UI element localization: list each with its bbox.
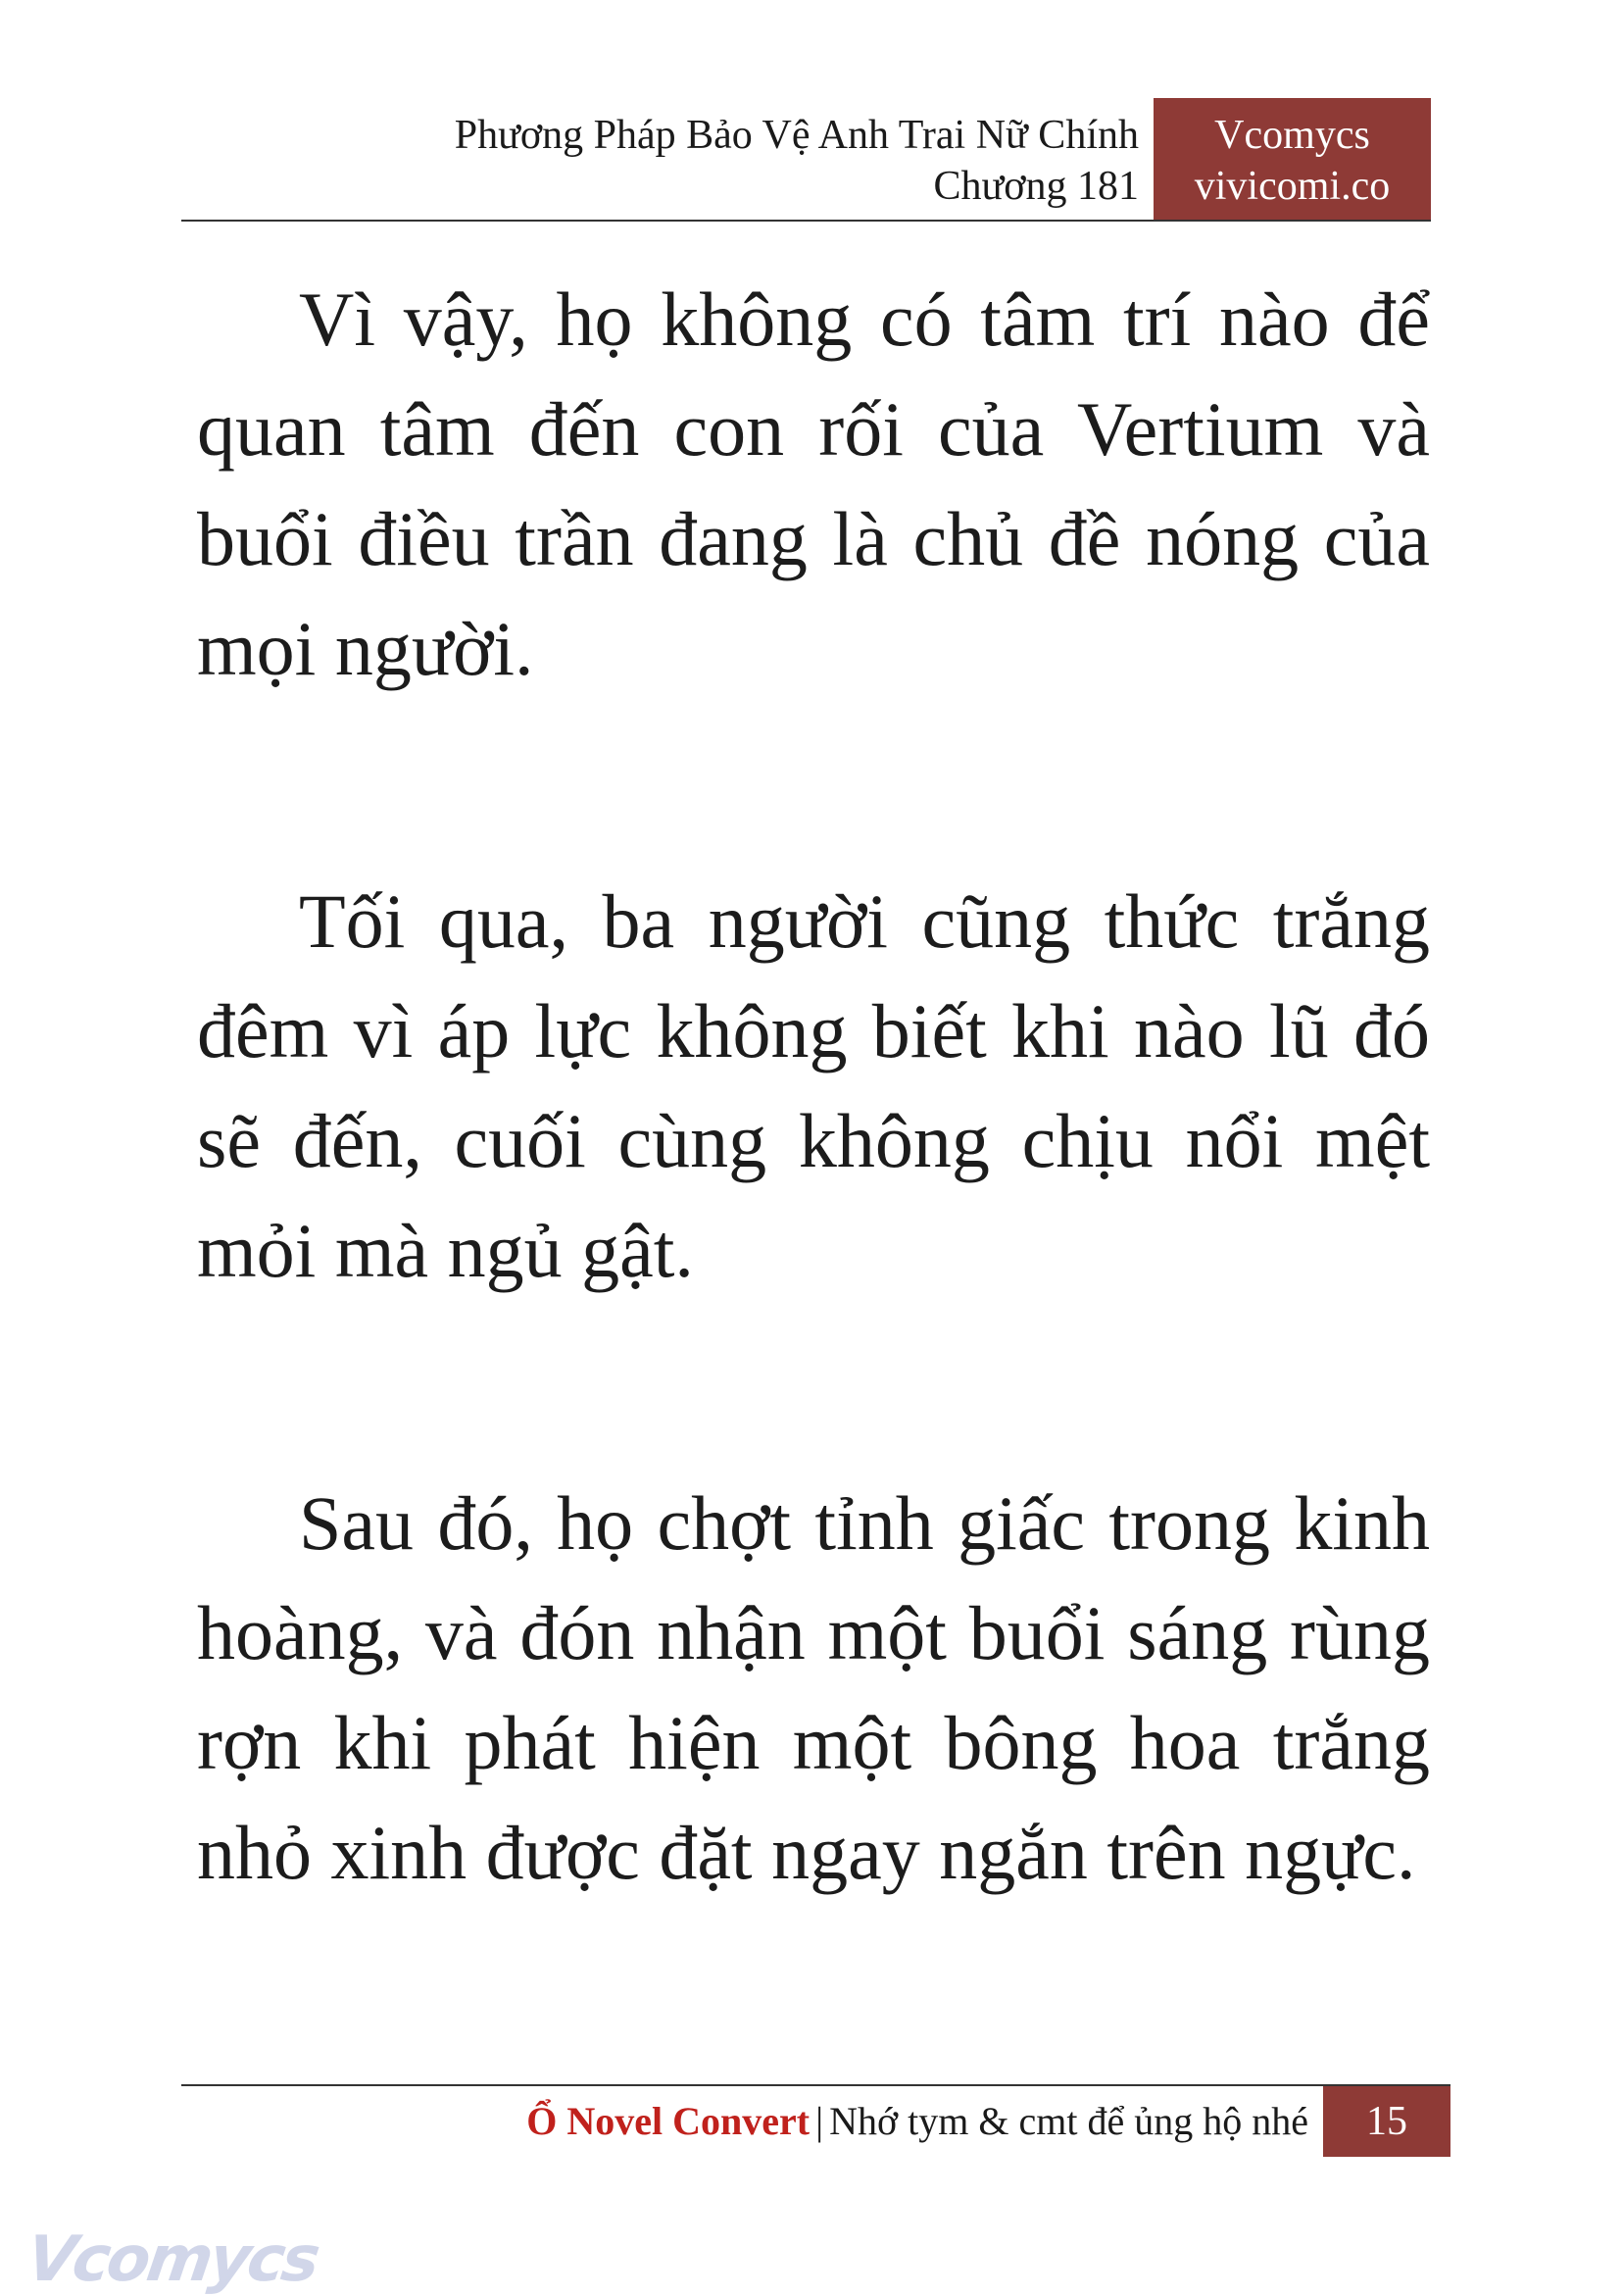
page-header bbox=[181, 98, 1431, 221]
badge-site-name: Vcomycs bbox=[1214, 113, 1370, 158]
site-badge bbox=[1154, 98, 1431, 221]
header-divider bbox=[181, 220, 1431, 222]
paragraph: Vì vậy, họ không có tâm trí nào để quan tâm đến con rối của Vertium và buổi điều trần đang là chủ đề nóng của mọi người. bbox=[197, 276, 1430, 691]
footer-separator: | bbox=[815, 2099, 824, 2143]
vcomycs-logo-watermark: Vcomycs bbox=[22, 2223, 322, 2296]
paragraph: Sau đó, họ chợt tỉnh giấc trong kinh hoàng, và đón nhận một buổi sáng rùng rợn khi phát hiện một bông hoa trắng nhỏ xinh được đặt ngay ngắn trên ngực. bbox=[197, 1480, 1430, 1895]
chapter-content bbox=[197, 265, 1430, 2071]
header-title-block bbox=[455, 110, 1139, 212]
chapter-label: Chương 181 bbox=[933, 164, 1139, 209]
paragraph: Tối qua, ba người cũng thức trắng đêm vì áp lực không biết khi nào lũ đó sẽ đến, cuối cùng không chịu nổi mệt mỏi mà ngủ gật. bbox=[197, 878, 1430, 1293]
book-title: Phương Pháp Bảo Vệ Anh Trai Nữ Chính bbox=[454, 113, 1139, 158]
badge-site-url: vivicomi.co bbox=[1194, 164, 1391, 209]
footer-text bbox=[526, 2086, 1308, 2157]
page-number: 15 bbox=[1323, 2086, 1450, 2157]
footer-brand: Ổ Novel Convert bbox=[526, 2099, 811, 2143]
footer-note: Nhớ tym & cmt để ủng hộ nhé bbox=[829, 2099, 1308, 2143]
page-footer bbox=[181, 2086, 1450, 2157]
